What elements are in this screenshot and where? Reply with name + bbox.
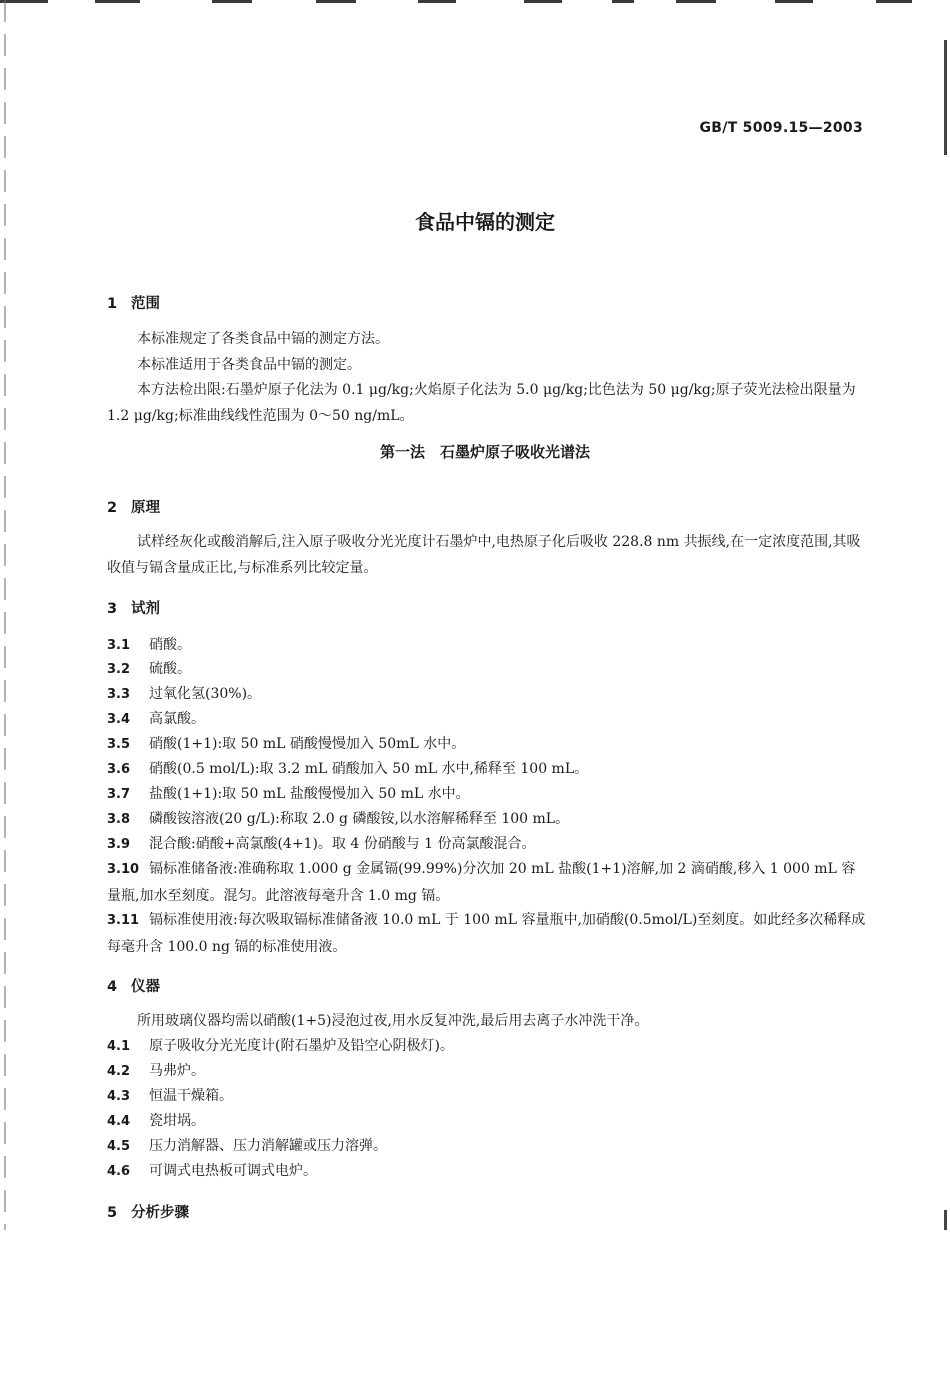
section-number: 1 [107,296,118,312]
item-number: 3.2 [107,662,131,677]
section-heading-reagents [107,597,160,618]
item-number: 4.5 [107,1139,131,1154]
section-heading-principle [107,496,160,517]
apparatus-item [107,1058,867,1085]
item-text: 磷酸铵溶液(20 g/L):称取 2.0 g 磷酸铵,以水溶解稀释至 100 mL。 [149,811,570,827]
item-text: 镉标准使用液:每次吸取镉标准储备液 10.0 mL 于 100 mL 容量瓶中,加硝酸(0.5mol/L)至刻度。如此经多次稀释成每毫升含 100.0 ng 镉的标准使用液。 [107,912,866,955]
item-number: 3.7 [107,787,131,802]
item-number: 4.1 [107,1039,131,1054]
item-text: 可调式电热板可调式电炉。 [149,1163,317,1179]
item-text: 瓷坩埚。 [149,1113,205,1129]
item-number: 4.2 [107,1064,131,1079]
item-number: 3.4 [107,712,131,727]
item-number: 3.11 [107,913,140,928]
scope-paragraph-2: 本标准适用于各类食品中镉的测定。 [137,357,361,373]
reagent-item [107,731,867,758]
item-text: 高氯酸。 [149,711,205,727]
scope-paragraph-3: 本方法检出限:石墨炉原子化法为 0.1 μg/kg;火焰原子化法为 5.0 μg/kg;比色法为 50 μg/kg;原子荧光法检出限量为 1.2 μg/kg;标准曲线线性范围为 0～50 ng/mL。 [107,382,856,424]
scope-paragraph-1: 本标准规定了各类食品中镉的测定方法。 [137,331,389,347]
standard-number: GB/T 5009.15—2003 [699,120,863,136]
item-number: 4.6 [107,1164,131,1179]
section-number: 3 [107,601,118,617]
reagent-item [107,806,867,833]
scan-border-right [944,40,947,155]
reagent-item [107,756,867,783]
item-number: 3.1 [107,638,131,653]
item-number: 3.10 [107,862,140,877]
section-title: 试剂 [131,601,160,617]
item-text: 硝酸。 [149,637,191,653]
item-number: 3.8 [107,812,131,827]
section-heading-apparatus [107,975,160,996]
apparatus-item [107,1083,867,1110]
scan-border-left [4,0,6,1230]
section-title: 范围 [131,296,160,312]
scan-border-right-lower [944,1210,947,1230]
scan-border-top [0,0,950,6]
reagent-item [107,781,867,808]
document-title: 食品中镉的测定 [415,210,555,234]
item-number: 4.4 [107,1114,131,1129]
apparatus-item [107,1108,867,1135]
item-text: 镉标准储备液:准确称取 1.000 g 金属镉(99.99%)分次加 20 mL 盐酸(1+1)溶解,加 2 滴硝酸,移入 1 000 mL 容量瓶,加水至刻度。混匀。此溶液每毫升含 1.0 mg 镉。 [107,861,856,904]
method-title: 第一法 石墨炉原子吸收光谱法 [379,443,590,461]
reagent-item [107,706,867,733]
item-text: 混合酸:硝酸+高氯酸(4+1)。取 4 份硝酸与 1 份高氯酸混合。 [149,836,536,852]
item-text: 过氧化氢(30%)。 [149,686,262,702]
item-number: 3.3 [107,687,131,702]
item-text: 硫酸。 [149,661,191,677]
apparatus-intro: 所用玻璃仪器均需以硝酸(1+5)浸泡过夜,用水反复冲洗,最后用去离子水冲洗干净。 [137,1013,649,1029]
item-text: 马弗炉。 [149,1063,205,1079]
section-title: 仪器 [131,979,160,995]
item-text: 硝酸(0.5 mol/L):取 3.2 mL 硝酸加入 50 mL 水中,稀释至 100 mL。 [149,761,589,777]
principle-paragraph: 试样经灰化或酸消解后,注入原子吸收分光光度计石墨炉中,电热原子化后吸收 228.8 nm 共振线,在一定浓度范围,其吸收值与镉含量成正比,与标准系列比较定量。 [107,534,861,576]
item-number: 3.9 [107,837,131,852]
item-number: 4.3 [107,1089,131,1104]
section-number: 2 [107,500,118,516]
item-number: 3.5 [107,737,131,752]
section-heading-scope [107,292,160,313]
section-number: 5 [107,1205,118,1221]
reagent-item [107,681,867,708]
apparatus-item [107,1033,867,1060]
section-title: 原理 [131,500,160,516]
reagent-item [107,907,867,960]
section-title: 分析步骤 [131,1205,189,1221]
section-number: 4 [107,979,118,995]
reagent-item [107,656,867,683]
item-text: 原子吸收分光光度计(附石墨炉及铅空心阴极灯)。 [149,1038,454,1054]
apparatus-item [107,1133,867,1160]
apparatus-item [107,1158,867,1185]
item-text: 盐酸(1+1):取 50 mL 盐酸慢慢加入 50 mL 水中。 [149,786,470,802]
reagent-item [107,856,867,909]
item-text: 硝酸(1+1):取 50 mL 硝酸慢慢加入 50mL 水中。 [149,736,466,752]
item-text: 恒温干燥箱。 [149,1088,233,1104]
section-heading-procedure [107,1201,189,1222]
item-text: 压力消解器、压力消解罐或压力溶弹。 [149,1138,387,1154]
item-number: 3.6 [107,762,131,777]
reagent-item [107,632,867,659]
reagent-item [107,831,867,858]
